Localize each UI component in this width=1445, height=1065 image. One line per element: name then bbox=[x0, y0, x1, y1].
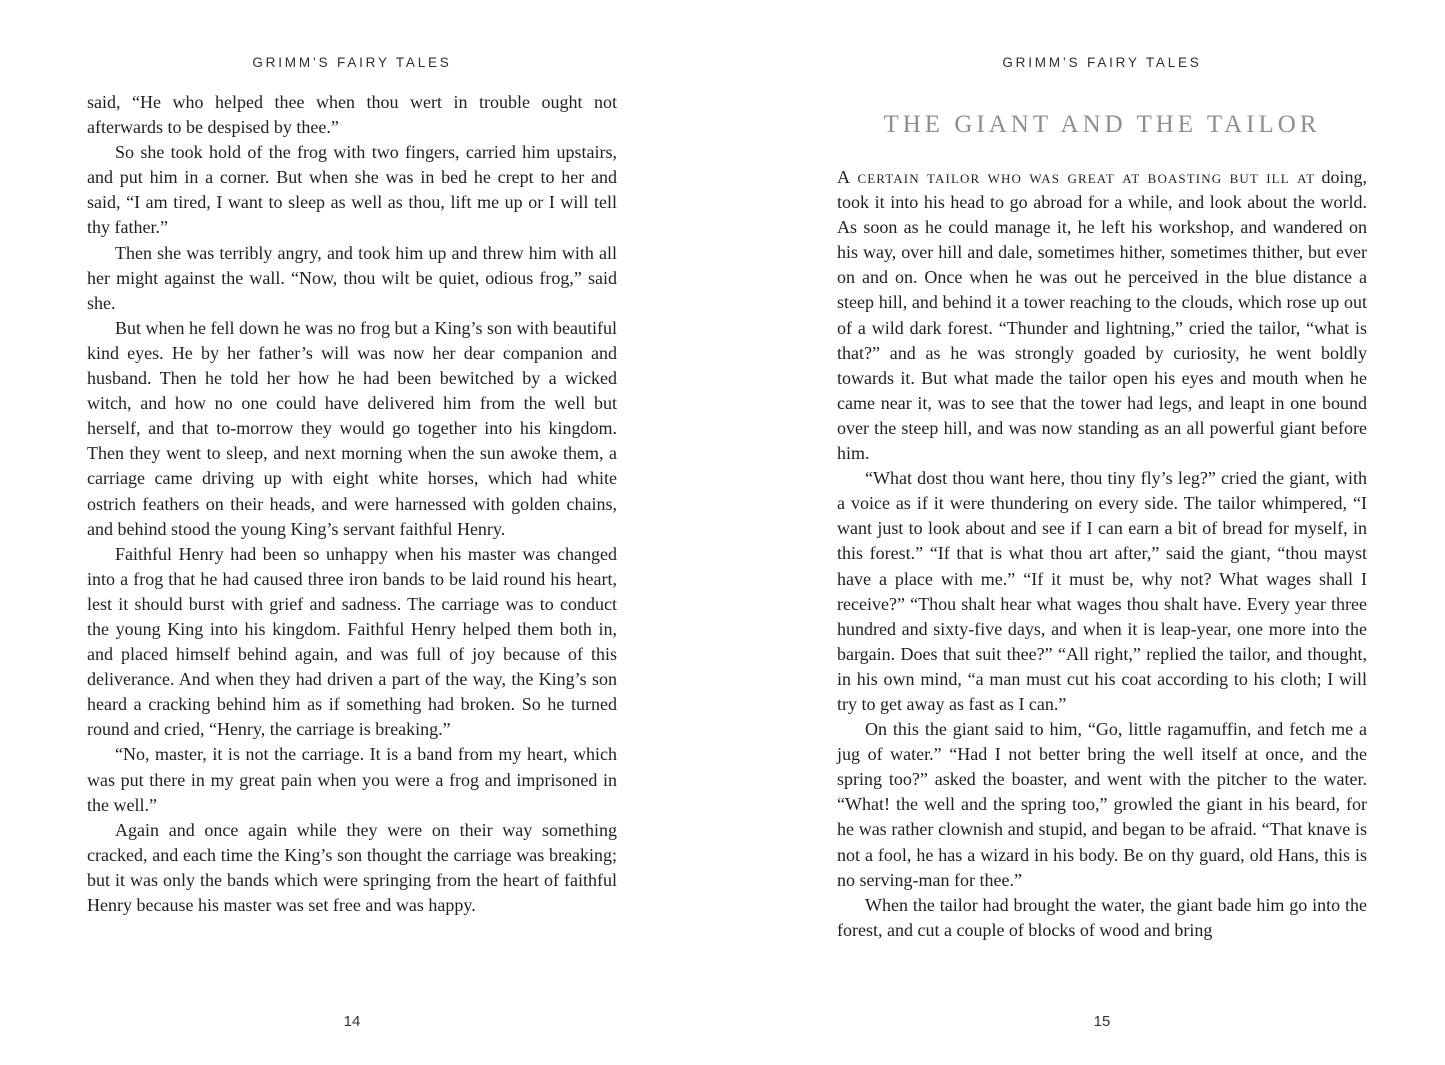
page-left-body bbox=[87, 90, 617, 918]
paragraph: On this the giant said to him, “Go, little ragamuffin, and fetch me a jug of water.” “Had I not better bring the well itself at once, and the spring too?” asked the boaster, and went with the pitcher to the water. “What! the well and the spring too,” growled the giant in his beard, for he was rather clownish and stupid, and began to be afraid. “That knave is not a fool, he has a wizard in his body. Be on thy guard, old Hans, this is no serving-man for thee.” bbox=[837, 719, 1367, 890]
paragraph: Again and once again while they were on their way something cracked, and each time the King’s son thought the carriage was breaking; but it was only the bands which were springing from the heart of faithful Henry because his master was set free and was happy. bbox=[87, 819, 617, 915]
paragraph: “What dost thou want here, thou tiny fly’s leg?” cried the giant, with a voice as if it were thundering on every side. The tailor whimpered, “I want just to look about and see if I can earn a bit of bread for myself, in this forest.” “If that is what thou art after,” said the giant, “thou mayst have a place with me.” “If it must be, why not? What wages shall I receive?” “Thou shalt hear what wages thou shalt have. Every year three hundred and sixty-five days, and when it is leap-year, one more into the bargain. Does that suit thee?” “All right,” replied the tailor, and thought, in his own mind, “a man must cut his coat according to his cloth; I will try to get away as fast as I can.” bbox=[837, 468, 1367, 714]
paragraph: said, “He who helped thee when thou wert in trouble ought not afterwards to be despised by thee.” bbox=[87, 92, 617, 138]
paragraph: “No, master, it is not the carriage. It is a band from my heart, which was put there in my great pain when you were a frog and imprisoned in the well.” bbox=[87, 744, 617, 815]
paragraph-text: doing, took it into his head to go abroad for a while, and look about the world. As soon as he could manage it, he left his workshop, and wandered on his way, over hill and dale, sometimes hither, sometimes thither, but ever on and on. Once when he was out he perceived in the blue distance a steep hill, and behind it a tower reaching to the clouds, which rose up out of a wild dark forest. “Thunder and lightning,” cried the tailor, “what is that?” and as he was strongly goaded by curiosity, he went boldly towards it. But what made the tailor open his eyes and mouth when he came near it, was to see that the tower had legs, and leapt in one bound over the steep hill, and was now standing as an all powerful giant before him. bbox=[837, 167, 1367, 464]
paragraph-opening bbox=[837, 165, 1367, 466]
paragraph: Then she was terribly angry, and took him up and threw him with all her might against the wall. “Now, thou wilt be quiet, odious frog,” said she. bbox=[87, 242, 617, 313]
running-head: GRIMM’S FAIRY TALES bbox=[1002, 55, 1202, 70]
page-right bbox=[837, 0, 1367, 1065]
paragraph: So she took hold of the frog with two fingers, carried him upstairs, and put him in a corner. But when she was in bed he crept to her and said, “I am tired, I want to sleep as well as thou, lift me up or I will tell thy father.” bbox=[87, 142, 617, 238]
chapter-title: THE GIANT AND THE TAILOR bbox=[883, 111, 1321, 138]
page-right-body bbox=[837, 165, 1367, 943]
paragraph: Faithful Henry had been so unhappy when his master was changed into a frog that he had caused three iron bands to be laid round his heart, lest it should burst with grief and sadness. The carriage was to conduct the young King into his kingdom. Faithful Henry helped them both in, and placed himself behind again, and was full of joy because of this deliverance. And when they had driven a part of the way, the King’s son heard a cracking behind him as if something had broken. So he turned round and cried, “Henry, the carriage is breaking.” bbox=[87, 543, 617, 740]
page-number: 15 bbox=[1093, 1013, 1111, 1030]
page-number: 14 bbox=[343, 1013, 361, 1030]
paragraph: When the tailor had brought the water, the giant bade him go into the forest, and cut a couple of blocks of wood and bring bbox=[837, 894, 1367, 940]
running-head: GRIMM’S FAIRY TALES bbox=[252, 55, 452, 70]
paragraph: But when he fell down he was no frog but a King’s son with beautiful kind eyes. He by her father’s will was now her dear companion and husband. Then he told her how he had been bewitched by a wicked witch, and how no one could have delivered him from the well but herself, and that to-morrow they would go together into his kingdom. Then they went to sleep, and next morning when the sun awoke them, a carriage came driving up with eight white horses, which had white ostrich feathers on their heads, and were harnessed with golden chains, and behind stood the young King’s servant faithful Henry. bbox=[87, 317, 617, 539]
smallcaps-lead: A certain tailor who was great at boasting but ill at bbox=[837, 167, 1316, 187]
page-left bbox=[87, 0, 617, 1065]
